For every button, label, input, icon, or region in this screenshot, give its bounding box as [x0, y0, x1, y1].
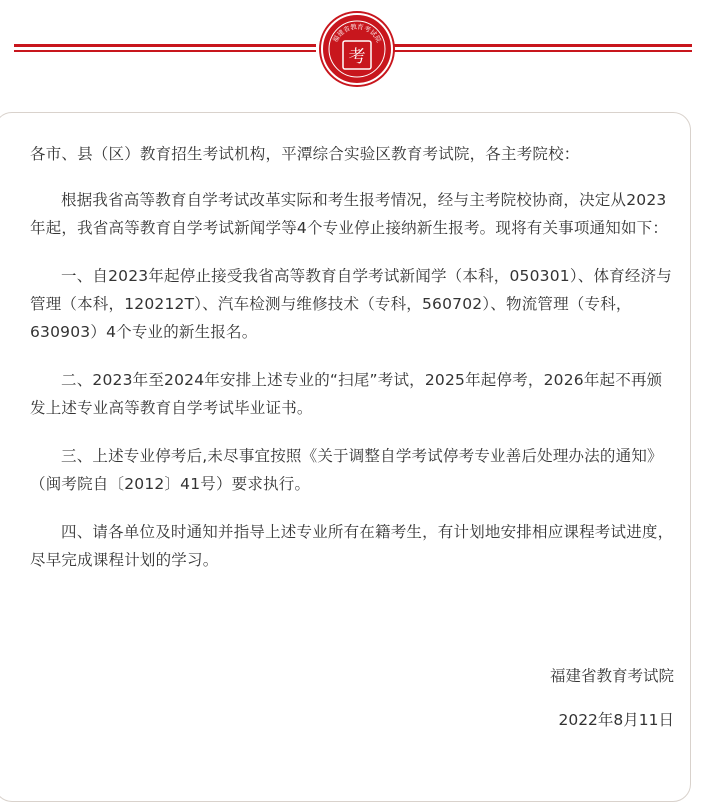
institution-seal-logo [321, 13, 393, 85]
header-rule-right-top [394, 44, 692, 47]
header-banner [0, 0, 706, 100]
notice-intro: 根据我省高等教育自学考试改革实际和考生报考情况，经与主考院校协商，决定从2023年起，我省高等教育自学考试新闻学等4个专业停止接纳新生报考。现将有关事项通知如下： [30, 191, 669, 237]
notice-date: 2022年8月11日 [558, 711, 674, 729]
seal-text: 福建省教育考试院 [331, 22, 383, 44]
header-rule-left-top [14, 44, 316, 47]
notice-signature: 福建省教育考试院 [549, 667, 674, 685]
notice-item-4: 四、请各单位及时通知并指导上述专业所有在籍考生，有计划地安排相应课程考试进度，尽早完成课程计划的学习。 [30, 523, 674, 569]
seal-glyph: 考 [348, 47, 366, 67]
header-rule-left-bottom [14, 50, 316, 52]
notice-item-2: 二、2023年至2024年安排上述专业的“扫尾”考试，2025年起停考，2026年起不再颁发上述专业高等教育自学考试毕业证书。 [30, 371, 663, 417]
notice-greeting: 各市、县（区）教育招生考试机构，平潭综合实验区教育考试院，各主考院校： [30, 145, 580, 163]
notice-item-3: 三、上述专业停考后,未尽事宜按照《关于调整自学考试停考专业善后处理办法的通知》（闽考院自〔2012〕41号）要求执行。 [30, 447, 663, 493]
notice-item-1: 一、自2023年起停止接受我省高等教育自学考试新闻学（本科，050301）、体育经济与管理（本科，120212T）、汽车检测与维修技术（专科，560702）、物流管理（专科，630903）4个专业的新生报名。 [30, 267, 672, 341]
notice-body [30, 140, 678, 594]
header-rule-right-bottom [394, 50, 692, 52]
